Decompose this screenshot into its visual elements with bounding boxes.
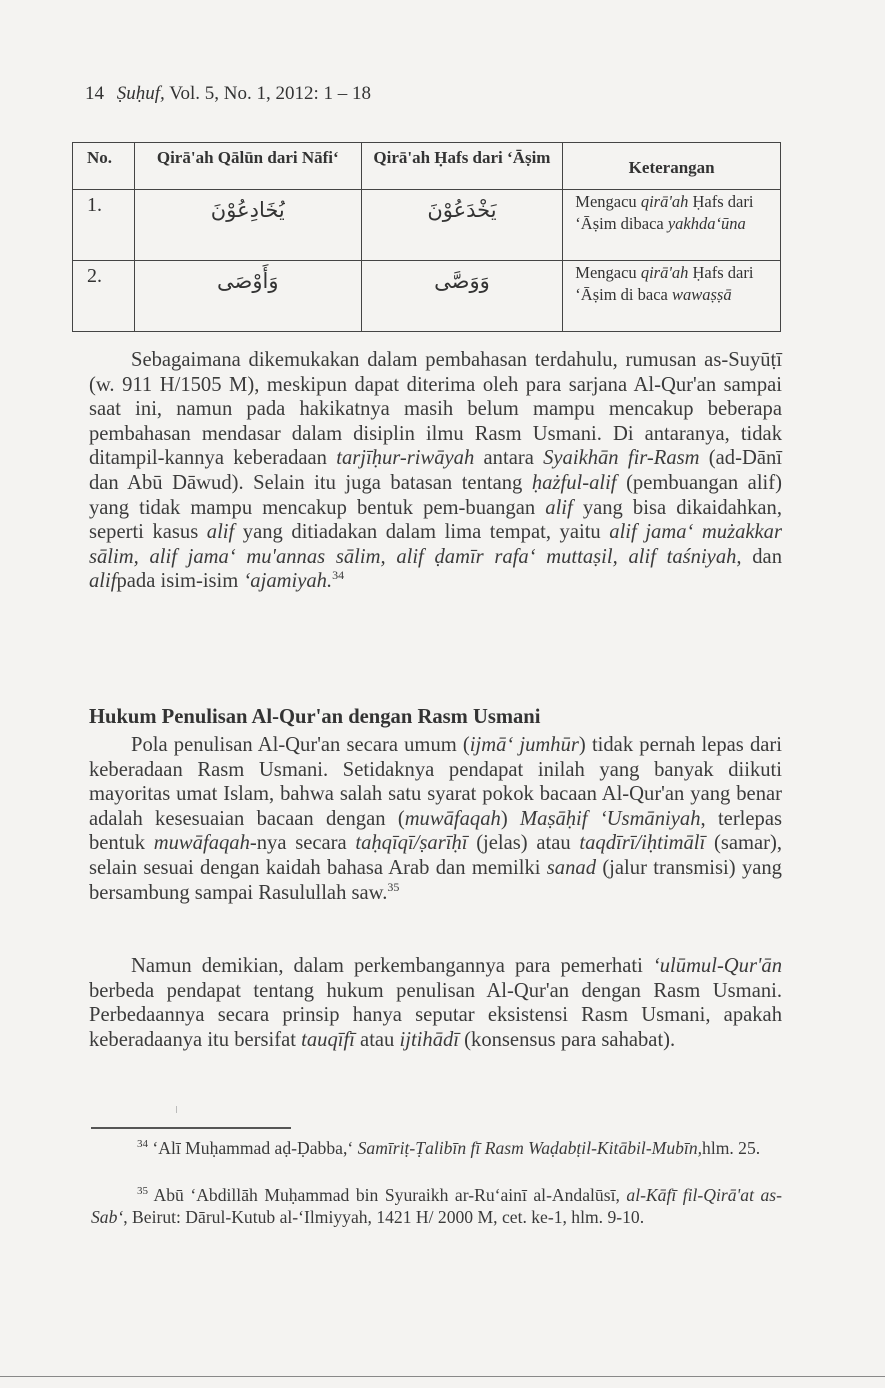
arabic-hafs: يَخْدَعُوْنَ: [361, 190, 563, 261]
header-keterangan: Keterangan: [563, 143, 781, 190]
footnote-ref-35: 35: [387, 879, 400, 894]
header-no: No.: [73, 143, 135, 190]
header-hafs: Qirā'ah Ḥafs dari ‘Āṣim: [361, 143, 563, 190]
footnote-ref-34: 34: [332, 568, 345, 583]
scan-edge-line: [0, 1376, 885, 1377]
footnote-34: $^{34}$ ‘Alī Muḥammad aḍ-Ḍabba,‘ Samīriṭ-Ṭalibīn fī Rasm Waḍabṭil-Kitābil-Mubīn,hlm. 25.: [137, 1138, 761, 1158]
keterangan-cell: Mengacu qirā'ah Ḥafs dari ‘Āṣim di baca wawaṣṣā: [563, 261, 781, 332]
row-number: 2.: [73, 261, 135, 332]
arabic-qalun: يُخَادِعُوْنَ: [134, 190, 361, 261]
keterangan-cell: Mengacu qirā'ah Ḥafs dari ‘Āṣim dibaca yakhda‘ūna: [563, 190, 781, 261]
running-head: [85, 83, 371, 105]
table-header-row: [73, 143, 781, 190]
footnote-divider: [91, 1127, 291, 1129]
row-number: 1.: [73, 190, 135, 261]
qiraah-table: [72, 142, 781, 332]
paragraph-1: Sebagaimana dikemukakan dalam pembahasan terdahulu, rumusan as-Suyūṭī (w. 911 H/1505 M), meskipun dapat diterima oleh para sarjana Al-Qur'an sampai saat ini, namun pada hakikatnya masih belum mampu mencakup beberapa pembahasan mendasar dalam disiplin ilmu Rasm Usmani. Di antaranya, tidak ditampil-kannya keberadaan tarjīḥur-riwāyah antara Syaikhān fir-Rasm (ad-Dānī dan Abū Dāwud). Selain itu juga batasan tentang ḥażful-alif (pembuangan alif) yang tidak mampu mencakup bentuk pem-buangan alif yang bisa dikaidahkan, seperti kasus alif yang ditiadakan dalam lima tempat, yaitu alif jama‘ mużakkar sālim, alif jama‘ mu'annas sālim, alif ḍamīr rafa‘ muttaṣil, alif taśniyah, dan alifpada isim-isim ‘ajamiyah.$^{34}$: [89, 349, 782, 593]
journal-title: Ṣuḥuf,: [116, 83, 165, 104]
scan-speck: [176, 1106, 177, 1113]
header-qalun: Qirā'ah Qālūn dari Nāfi‘: [134, 143, 361, 190]
arabic-hafs: وَوَصَّى: [361, 261, 563, 332]
arabic-qalun: وَأَوْصَى: [134, 261, 361, 332]
table-row: [73, 190, 781, 261]
paragraph-2: Pola penulisan Al-Qur'an secara umum (ijmā‘ jumhūr) tidak pernah lepas dari keberadaan Rasm Usmani. Setidaknya pendapat inilah yang banyak diikuti mayoritas umat Islam, bahwa salah satu syarat pokok bacaan Al-Qur'an yang benar adalah kesesuaian bacaan dengan (muwāfaqah) Maṣāḥif ‘Usmāniyah, terlepas bentuk muwāfaqah-nya secara taḥqīqī/ṣarīḥī (jelas) atau taqdīrī/iḥtimālī (samar), selain sesuai dengan kaidah bahasa Arab dan memilki sanad (jalur transmisi) yang bersambung sampai Rasulullah saw.$^{35}$: [89, 734, 782, 904]
paragraph-3: Namun demikian, dalam perkembangannya para pemerhati ‘ulūmul-Qur'ān berbeda pendapat tentang hukum penulisan Al-Qur'an dengan Rasm Usmani. Perbedaannya secara prinsip hanya seputar eksistensi Rasm Usmani, apakah keberadaanya itu bersifat tauqīfī atau ijtihādī (konsensus para sahabat).: [89, 955, 782, 1051]
journal-issue: Vol. 5, No. 1, 2012: 1 – 18: [164, 83, 371, 104]
table-row: [73, 261, 781, 332]
page-number: 14: [85, 83, 104, 104]
section-heading: Hukum Penulisan Al-Qur'an dengan Rasm Usmani: [89, 706, 541, 728]
footnote-35: $^{35}$ Abū ‘Abdillāh Muḥammad bin Syuraikh ar-Ru‘ainī al-Andalūsī, al-Kāfī fil-Qirā'at as-Sab‘, Beirut: Dārul-Kutub al-‘Ilmiyyah, 1421 H/ 2000 M, cet. ke-1, hlm. 9-10.: [91, 1185, 782, 1227]
